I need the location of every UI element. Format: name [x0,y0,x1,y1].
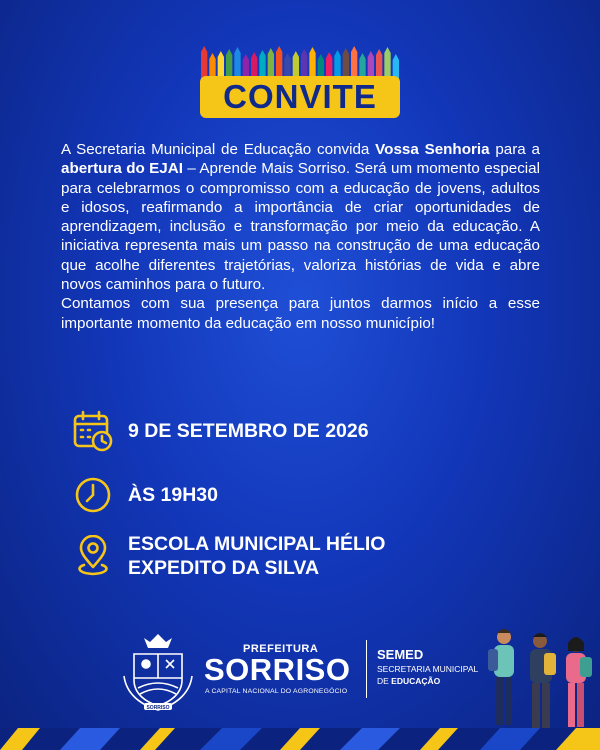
pencil-tip [393,54,399,60]
event-place-line-1: ESCOLA MUNICIPAL HÉLIO [128,533,386,555]
pencil-tip [268,48,274,54]
pencil-tip [209,53,215,59]
pencil-tip [301,49,307,55]
invitation-text [61,140,540,333]
city-slogan: A CAPITAL NACIONAL DO AGRONEGÓCIO [205,688,348,695]
event-place-row [72,532,385,580]
semed-subtitle-prefix: DE [377,676,392,686]
semed-subtitle-2 [377,676,440,686]
invitation-bold-recipient: Vossa Senhoria [375,141,490,158]
pencil-tip [334,50,340,56]
pencil-tip [376,49,382,55]
pencil-tip [359,53,365,59]
event-place [128,532,385,580]
pencil-tip [326,52,332,58]
event-date: 9 DE SETEMBRO DE 2026 [128,420,369,442]
invitation-bold-event: abertura do EJAI [61,160,183,178]
pencil-tip [243,54,249,60]
pencil-tip [343,48,349,54]
prefeitura-label: PREFEITURA [243,643,319,655]
event-place-line-2: EXPEDITO DA SILVA [128,557,320,579]
pencil-tip [318,54,324,60]
pencil-tip [293,51,299,57]
emblem-ribbon-text: SORRISO [146,705,170,711]
pencil-tip [351,46,357,52]
convite-badge [200,76,400,118]
pencil-tip [284,53,290,59]
pencil-tip [251,52,257,58]
event-date-row [72,410,369,452]
invitation-paragraph-1 [61,140,540,294]
clock-icon [72,474,114,516]
semed-title: SEMED [377,647,424,662]
sorriso-wordmark: SORRISO [204,652,351,687]
pencil-tip [234,47,240,53]
pencil-tip [309,47,315,53]
pencil-tip [226,49,232,55]
event-time: ÀS 19H30 [128,484,218,506]
badge-label: CONVITE [223,78,377,115]
event-time-row [72,474,218,516]
pencil-tip [276,46,282,52]
decorative-bottom-strip [0,728,600,750]
pencil-tip [259,50,265,56]
pencil-tip [368,51,374,57]
invitation-paragraph-2: Contamos com sua presença para juntos darmos início a esse importante momento da educação em nosso município! [61,295,540,332]
pencil-tip [218,51,224,57]
semed-subtitle-1: SECRETARIA MUNICIPAL [377,664,479,674]
invitation-text-part: A Secretaria Municipal de Educação convida [61,141,376,158]
semed-subtitle-bold: EDUCAÇÃO [391,676,441,686]
calendar-icon [72,410,114,452]
pencil-tip [384,47,390,53]
city-emblem-logo [122,632,194,712]
location-pin-icon [72,535,114,577]
invitation-text-part: – Aprende Mais Sorriso. Será um momento especial para celebrarmos o compromisso com a educação de jovens, adultos e idosos, reafirmando a importância de criar oportunidades de aprendizagem, inclusão e transformação por meio da educação. A iniciativa representa mais um passo na construção de uma educação que acolhe diferentes trajetórias, valoriza histórias de vida e abre novos caminhos para o futuro. [61,160,541,294]
invitation-text-part: para a [489,141,540,158]
logo-divider [366,640,367,698]
pencil-tip [201,46,207,52]
